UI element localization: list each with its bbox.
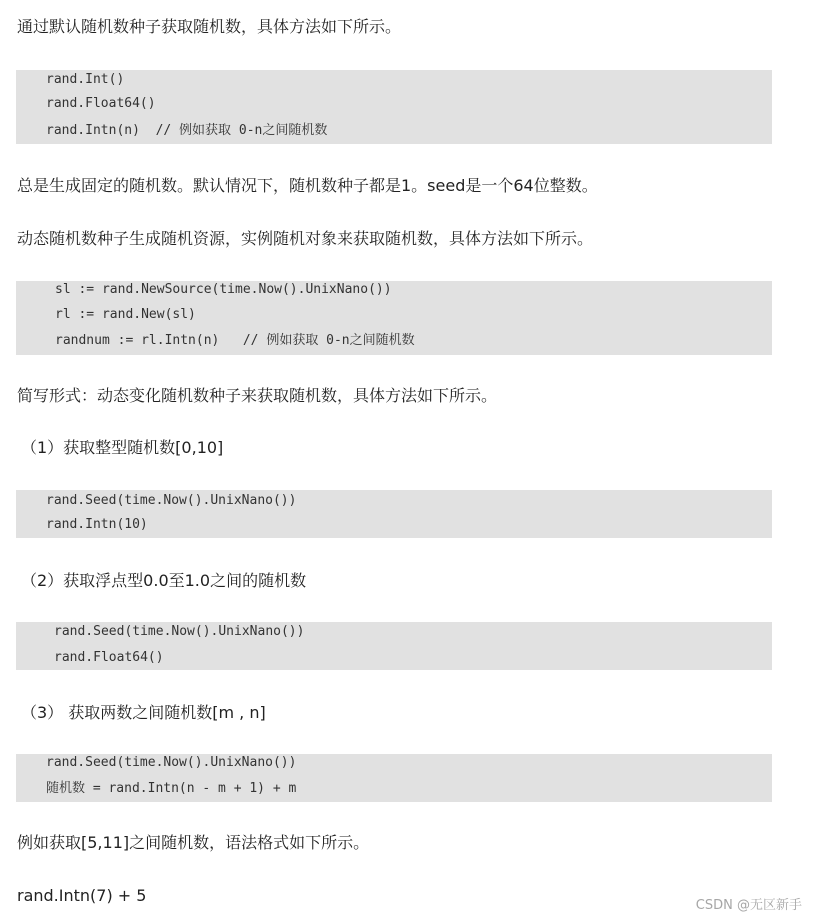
code-block-range <box>16 754 772 802</box>
note-fixed-seed: 总是生成固定的随机数。默认情况下，随机数种子都是1。seed是一个64位整数。 <box>17 176 598 195</box>
code-line: 随机数 = rand.Intn(n - m + 1) + m <box>46 781 297 796</box>
code-line: rand.Intn(n) // 例如获取 0-n之间随机数 <box>46 123 328 138</box>
csdn-watermark: CSDN @无区新手 <box>695 898 802 913</box>
code-line: rand.Float64() <box>54 650 164 665</box>
code-block-dynamic-seed <box>16 281 772 355</box>
example-text: 例如获取[5,11]之间随机数，语法格式如下所示。 <box>17 833 370 852</box>
code-block-int <box>16 490 772 538</box>
intro-dynamic-seed: 动态随机数种子生成随机资源，实例随机对象来获取随机数，具体方法如下所示。 <box>17 229 594 248</box>
code-line: rand.Seed(time.Now().UnixNano()) <box>46 493 297 508</box>
code-line: rl := rand.New(sl) <box>55 307 196 322</box>
final-code-text: rand.Intn(7) + 5 <box>17 886 147 905</box>
code-block-float <box>16 622 772 670</box>
section-heading-int: （1）获取整型随机数[0,10] <box>21 438 224 457</box>
code-line: rand.Seed(time.Now().UnixNano()) <box>54 624 305 639</box>
intro-short-form: 简写形式：动态变化随机数种子来获取随机数，具体方法如下所示。 <box>17 386 498 405</box>
section-heading-float: （2）获取浮点型0.0至1.0之间的随机数 <box>21 571 307 590</box>
code-line: rand.Float64() <box>46 96 156 111</box>
code-line: rand.Intn(10) <box>46 517 148 532</box>
section-heading-range: （3） 获取两数之间随机数[m , n] <box>21 703 266 722</box>
code-line: rand.Seed(time.Now().UnixNano()) <box>46 755 297 770</box>
intro-text: 通过默认随机数种子获取随机数，具体方法如下所示。 <box>17 17 402 36</box>
code-line: rand.Int() <box>46 72 125 87</box>
code-line: randnum := rl.Intn(n) // 例如获取 0-n之间随机数 <box>55 333 415 348</box>
code-line: sl := rand.NewSource(time.Now().UnixNano()) <box>55 282 392 297</box>
code-block-default-seed <box>16 70 772 144</box>
